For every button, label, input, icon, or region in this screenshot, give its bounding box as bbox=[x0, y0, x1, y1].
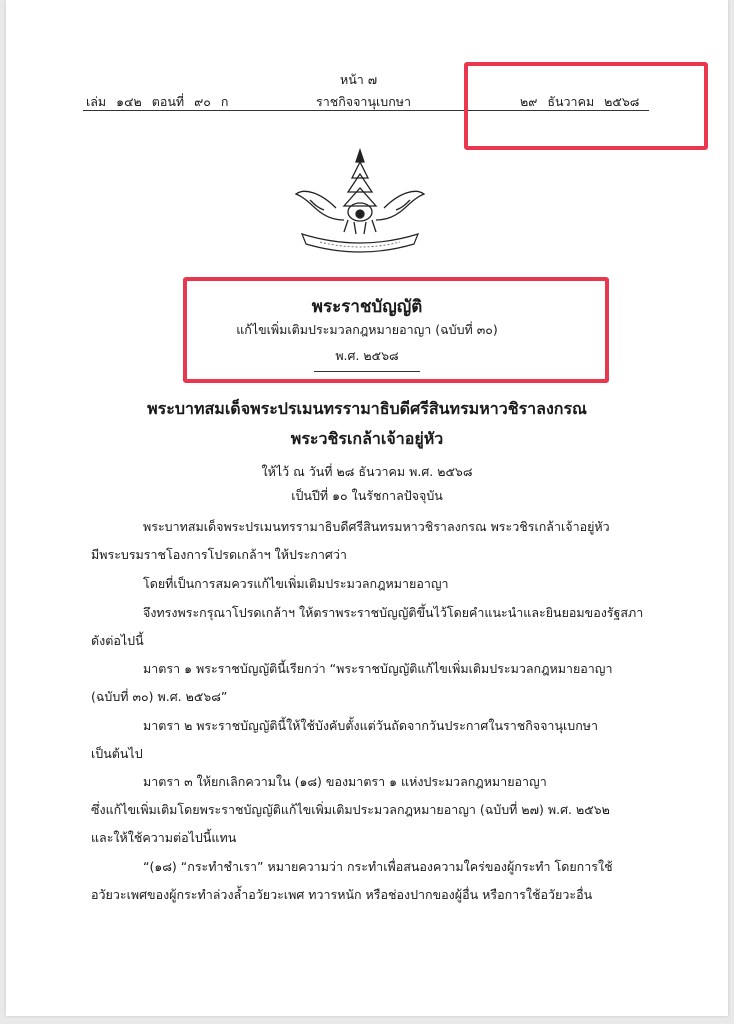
definition-line1: “(๑๘) “กระทำชำเรา” หมายความว่า กระทำเพื่อสนองความใคร่ของผู้กระทำ โดยการใช้ bbox=[143, 859, 613, 874]
section1-line1: มาตรา ๑ พระราชบัญญัตินี้เรียกว่า “พระราชบัญญัติแก้ไขเพิ่มเติมประมวลกฎหมายอาญา bbox=[143, 661, 613, 676]
act-title: พระราชบัญญัติ bbox=[311, 297, 423, 317]
section3-line1: มาตรา ๓ ให้ยกเลิกความใน (๑๘) ของมาตรา ๑ แห่งประมวลกฎหมายอาญา bbox=[143, 774, 547, 789]
date-highlight-box bbox=[464, 62, 708, 150]
volume-info: เล่ม ๑๔๒ ตอนที่ ๙๐ ก bbox=[86, 94, 229, 109]
preamble-line2: มีพระบรมราชโองการโปรดเกล้าฯ ให้ประกาศว่า bbox=[91, 547, 347, 562]
act-subtitle: แก้ไขเพิ่มเติมประมวลกฎหมายอาญา (ฉบับที่ ๓๐) bbox=[236, 322, 498, 337]
reason-paragraph: โดยที่เป็นการสมควรแก้ไขเพิ่มเติมประมวลกฎหมายอาญา bbox=[143, 576, 449, 591]
reign-year: เป็นปีที่ ๑๐ ในรัชกาลปัจจุบัน bbox=[291, 488, 443, 503]
gazette-name: ราชกิจจานุเบกษา bbox=[316, 94, 412, 109]
preamble-line1: พระบาทสมเด็จพระปรเมนทรรามาธิบดีศรีสินทรมหาวชิราลงกรณ พระวชิรเกล้าเจ้าอยู่หัว bbox=[143, 519, 610, 534]
section3-line2: ซึ่งแก้ไขเพิ่มเติมโดยพระราชบัญญัติแก้ไขเพิ่มเติมประมวลกฎหมายอาญา (ฉบับที่ ๒๗) พ.ศ. ๒๕๖๒ bbox=[91, 802, 610, 817]
section2-line2: เป็นต้นไป bbox=[91, 746, 143, 761]
page-number: หน้า ๗ bbox=[340, 72, 378, 87]
section3-line3: และให้ใช้ความต่อไปนี้แทน bbox=[91, 830, 237, 845]
king-name-line2: พระวชิรเกล้าเจ้าอยู่หัว bbox=[290, 429, 444, 448]
definition-line2: อวัยวะเพศของผู้กระทำล่วงล้ำอวัยวะเพศ ทวารหนัก หรือช่องปากของผู้อื่น หรือการใช้อวัยวะอื่น bbox=[91, 887, 593, 902]
garuda-emblem-icon bbox=[290, 148, 430, 253]
enactment-line1: จึงทรงพระกรุณาโปรดเกล้าฯ ให้ตราพระราชบัญญัติขึ้นไว้โดยคำแนะนำและยินยอมของรัฐสภา bbox=[143, 605, 644, 620]
gazette-date: ๒๙ ธันวาคม ๒๕๖๘ bbox=[520, 94, 640, 109]
given-date: ให้ไว้ ณ วันที่ ๒๘ ธันวาคม พ.ศ. ๒๕๖๘ bbox=[261, 464, 473, 479]
enactment-line2: ดังต่อไปนี้ bbox=[91, 633, 144, 648]
king-name-line1: พระบาทสมเด็จพระปรเมนทรรามาธิบดีศรีสินทรมหาวชิราลงกรณ bbox=[147, 399, 587, 418]
title-rule bbox=[314, 371, 420, 372]
act-year: พ.ศ. ๒๕๖๘ bbox=[335, 348, 399, 363]
section2-line1: มาตรา ๒ พระราชบัญญัตินี้ให้ใช้บังคับตั้งแต่วันถัดจากวันประกาศในราชกิจจานุเบกษา bbox=[143, 718, 599, 733]
section1-line2: (ฉบับที่ ๓๐) พ.ศ. ๒๕๖๘” bbox=[91, 689, 228, 704]
